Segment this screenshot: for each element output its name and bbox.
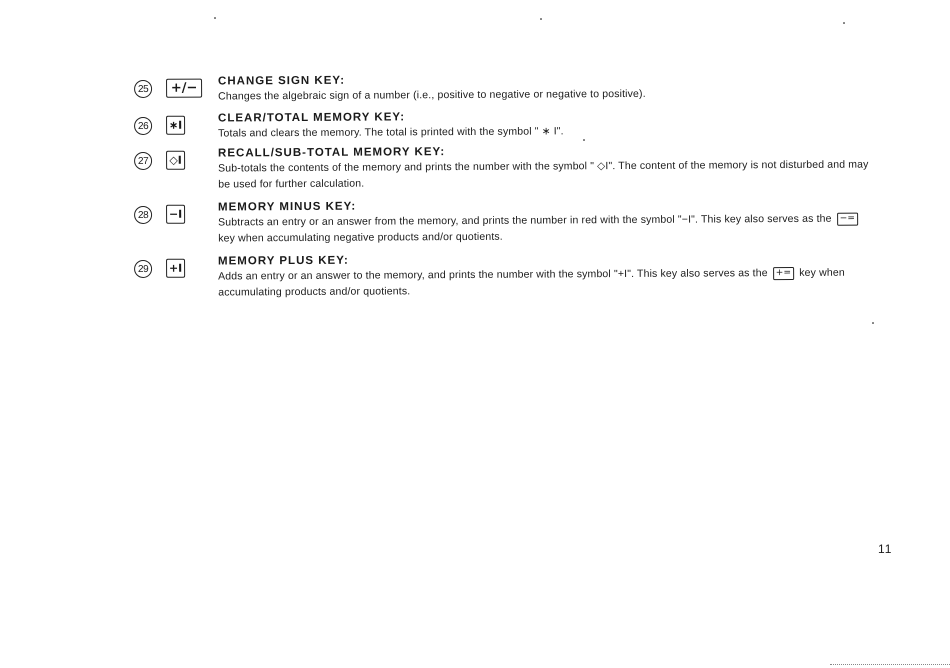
page-number: 11 bbox=[878, 542, 893, 556]
entry-description: Sub-totals the contents of the memory and prints the number with the symbol " ◇I". The content of the memory is not disturbed and may be used for further calculation. bbox=[218, 158, 869, 191]
scan-speck bbox=[872, 322, 874, 324]
minus-equals-key-icon: −= bbox=[837, 212, 858, 225]
entry-memory-plus-key bbox=[134, 250, 874, 299]
scan-speck bbox=[540, 18, 542, 20]
description-text: key when accumulating negative products and/or quotients. bbox=[218, 230, 503, 245]
entry-body bbox=[218, 107, 874, 141]
entry-memory-minus-key bbox=[134, 196, 874, 245]
entry-body bbox=[218, 196, 874, 246]
description-text: Adds an entry or an answer to the memory, and prints the number with the symbol "+I". This key also serves as the bbox=[218, 267, 768, 283]
scan-speck bbox=[583, 139, 585, 141]
plus-equals-key-icon: += bbox=[773, 267, 794, 280]
item-number-badge: 26 bbox=[134, 117, 152, 135]
item-number-badge: 27 bbox=[134, 152, 152, 170]
entry-title: CHANGE SIGN KEY: bbox=[218, 74, 346, 88]
entry-description bbox=[218, 210, 874, 246]
change-sign-key-icon: +/− bbox=[166, 79, 202, 98]
entry-description: Changes the algebraic sign of a number (i.e., positive to negative or negative to positive). bbox=[218, 87, 646, 103]
recall-subtotal-memory-key-icon: ◇I bbox=[166, 151, 185, 170]
entry-title: RECALL/SUB-TOTAL MEMORY KEY: bbox=[218, 146, 446, 160]
entry-body bbox=[218, 142, 874, 192]
entry-title: MEMORY MINUS KEY: bbox=[218, 200, 357, 214]
description-text: Subtracts an entry or an answer from the memory, and prints the number in red with the symbol "−I". This key also serves as the bbox=[218, 212, 832, 229]
entry-title: MEMORY PLUS KEY: bbox=[218, 254, 349, 268]
scan-speck bbox=[843, 22, 845, 24]
clear-total-memory-key-icon: ∗I bbox=[166, 116, 185, 135]
entry-description bbox=[218, 264, 874, 300]
item-number-badge: 28 bbox=[134, 206, 152, 224]
memory-minus-key-icon: −I bbox=[166, 205, 185, 224]
entry-body bbox=[218, 250, 874, 300]
entry-clear-total-memory-key bbox=[134, 107, 874, 140]
entry-title: CLEAR/TOTAL MEMORY KEY: bbox=[218, 111, 406, 125]
scan-edge-line bbox=[830, 664, 950, 666]
entry-body bbox=[218, 70, 874, 104]
memory-plus-key-icon: +I bbox=[166, 259, 185, 278]
description-text: key when accumulating products and/or quotients. bbox=[218, 266, 845, 299]
entry-change-sign-key bbox=[134, 70, 874, 103]
entry-recall-subtotal-memory-key bbox=[134, 142, 874, 191]
item-number-badge: 29 bbox=[134, 260, 152, 278]
scan-speck bbox=[214, 17, 216, 19]
entry-description: Totals and clears the memory. The total is printed with the symbol " ∗ I". bbox=[218, 125, 564, 140]
item-number-badge: 25 bbox=[134, 80, 152, 98]
